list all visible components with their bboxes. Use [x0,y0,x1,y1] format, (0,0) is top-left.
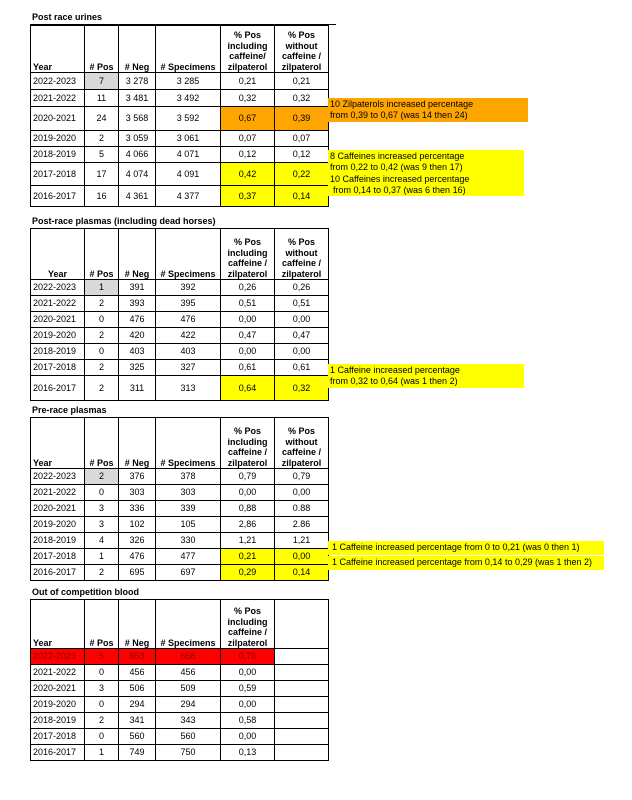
pct-without-cell: 0,21 [275,73,329,90]
pct-including-cell: 1,21 [221,533,275,549]
caffeine-note-pre-2016 [328,556,604,570]
pct-including-cell: 0,58 [221,713,275,729]
pct-including-cell: 0,42 [221,163,275,186]
pct-without-cell: 0,00 [275,549,329,565]
neg-cell: 560 [119,729,156,745]
table-row [31,469,329,485]
header-neg: # Neg [119,418,156,469]
note-line: 8 Caffeines increased percentage [330,151,465,161]
pct-without-cell: 2.86 [275,517,329,533]
table-row [31,649,329,665]
pct-including-cell: 0,37 [221,186,275,207]
specimens-cell: 105 [156,517,221,533]
caffeine-note-2016 [328,174,524,196]
pct-without-cell: 0,39 [275,107,329,131]
pct-including-cell: 0,26 [221,280,275,296]
pos-cell: 0 [85,729,119,745]
note-line: from 0,14 to 0,37 (was 6 then 16) [333,185,466,195]
note-line: 1 Caffeine increased percentage from 0,14 to 0,29 (was 1 then 2) [332,557,592,567]
pos-cell: 0 [85,312,119,328]
table-row [31,665,329,681]
pos-cell: 3 [85,501,119,517]
year-cell: 2022-2023 [31,280,85,296]
zilpaterol-note [328,98,528,122]
table-row [31,163,329,186]
pct-without-cell: 0,00 [275,312,329,328]
post-race-plasmas-table [30,228,329,401]
pct-including-cell: 0,00 [221,312,275,328]
pct-including-cell: 0,47 [221,328,275,344]
specimens-cell: 3 061 [156,131,221,147]
table-row [31,376,329,401]
pct-including-cell: 0,21 [221,73,275,90]
specimens-cell: 658 [156,649,221,665]
post-race-urines-table [30,25,329,207]
table-row [31,745,329,761]
neg-cell: 3 481 [119,90,156,107]
pct-without-cell: 0,47 [275,328,329,344]
table-row [31,360,329,376]
pos-cell: 0 [85,485,119,501]
specimens-cell: 3 592 [156,107,221,131]
year-cell: 2019-2020 [31,328,85,344]
header-pos: # Pos [85,600,119,649]
empty-cell [275,649,329,665]
pos-cell: 2 [85,565,119,581]
table-row [31,729,329,745]
pos-cell: 2 [85,328,119,344]
table-row [31,328,329,344]
table-row [31,533,329,549]
pos-cell: 1 [85,745,119,761]
neg-cell: 326 [119,533,156,549]
pct-including-cell: 0,00 [221,729,275,745]
pct-including-cell: 0,00 [221,344,275,360]
specimens-cell: 697 [156,565,221,581]
pre-race-plasmas-table [30,417,329,581]
table-row [31,312,329,328]
header-year: Year [31,418,85,469]
specimens-cell: 3 285 [156,73,221,90]
empty-cell [275,665,329,681]
pct-including-cell: 0,29 [221,565,275,581]
table-row [31,296,329,312]
neg-cell: 403 [119,344,156,360]
table-row [31,73,329,90]
neg-cell: 3 568 [119,107,156,131]
neg-cell: 476 [119,312,156,328]
caffeine-note-pre-2017 [328,541,604,555]
pct-including-cell: 0,76 [221,649,275,665]
pct-including-cell: 0,51 [221,296,275,312]
neg-cell: 325 [119,360,156,376]
pct-including-cell: 0,79 [221,469,275,485]
pct-without-cell: 0.88 [275,501,329,517]
year-cell: 2021-2022 [31,90,85,107]
specimens-cell: 343 [156,713,221,729]
specimens-cell: 3 492 [156,90,221,107]
pos-cell: 5 [85,649,119,665]
pos-cell: 0 [85,344,119,360]
pct-including-cell: 0,13 [221,745,275,761]
header-neg: # Neg [119,26,156,73]
header-specimens: # Specimens [156,26,221,73]
year-cell: 2020-2021 [31,501,85,517]
empty-cell [275,600,329,649]
specimens-cell: 392 [156,280,221,296]
note-line: 1 Caffeine increased percentage from 0 to 0,21 (was 0 then 1) [332,542,580,552]
neg-cell: 506 [119,681,156,697]
pct-without-cell: 0,22 [275,163,329,186]
neg-cell: 4 361 [119,186,156,207]
specimens-cell: 330 [156,533,221,549]
specimens-cell: 303 [156,485,221,501]
header-neg: # Neg [119,600,156,649]
pos-cell: 1 [85,280,119,296]
pct-without-cell: 0,32 [275,90,329,107]
neg-cell: 476 [119,549,156,565]
specimens-cell: 509 [156,681,221,697]
pct-including-cell: 0,00 [221,697,275,713]
pos-cell: 2 [85,296,119,312]
pct-without-cell: 0,07 [275,131,329,147]
year-cell: 2017-2018 [31,360,85,376]
header-neg: # Neg [119,229,156,280]
pct-including-cell: 0,61 [221,360,275,376]
specimens-cell: 422 [156,328,221,344]
neg-cell: 3 059 [119,131,156,147]
pct-including-cell: 0,12 [221,147,275,163]
pct-including-cell: 0,64 [221,376,275,401]
year-cell: 2021-2022 [31,485,85,501]
specimens-cell: 4 377 [156,186,221,207]
pos-cell: 4 [85,533,119,549]
neg-cell: 456 [119,665,156,681]
pct-including-cell: 0,21 [221,549,275,565]
specimens-cell: 560 [156,729,221,745]
header-year: Year [31,26,85,73]
header-specimens: # Specimens [156,600,221,649]
pos-cell: 3 [85,517,119,533]
specimens-cell: 476 [156,312,221,328]
pos-cell: 3 [85,681,119,697]
specimens-cell: 403 [156,344,221,360]
out-of-competition-blood-table [30,599,329,761]
pos-cell: 2 [85,469,119,485]
post-race-urines-title: Post race urines [32,12,103,22]
empty-cell [275,729,329,745]
pre-race-plasmas-title: Pre-race plasmas [32,405,107,415]
pct-without-cell: 0,00 [275,344,329,360]
header-pos: # Pos [85,229,119,280]
neg-cell: 336 [119,501,156,517]
pct-without-cell: 0,14 [275,565,329,581]
year-cell: 2019-2020 [31,517,85,533]
table-row [31,90,329,107]
pos-cell: 7 [85,73,119,90]
pct-including-cell: 0,00 [221,665,275,681]
header-pct-without: % Pos without caffeine / zilpaterol [275,418,329,469]
neg-cell: 695 [119,565,156,581]
header-pct-without: % Pos without caffeine / zilpaterol [275,229,329,280]
neg-cell: 311 [119,376,156,401]
header-year: Year [31,229,85,280]
table-row [31,501,329,517]
year-cell: 2017-2018 [31,729,85,745]
table-row [31,485,329,501]
table-row [31,517,329,533]
caffeine-note-2017 [328,150,524,174]
empty-cell [275,745,329,761]
pct-without-cell: 0,26 [275,280,329,296]
header-pct-without: % Pos without caffeine / zilpaterol [275,26,329,73]
table-row [31,131,329,147]
note-line: 10 Zilpaterols increased percentage [330,99,474,109]
table-row [31,565,329,581]
note-line: 10 Caffeines increased percentage [330,174,470,184]
pct-without-cell: 0,79 [275,469,329,485]
neg-cell: 4 074 [119,163,156,186]
pct-without-cell: 0,00 [275,485,329,501]
header-pct-including: % Pos including caffeine / zilpaterol [221,600,275,649]
year-cell: 2021-2022 [31,665,85,681]
specimens-cell: 4 071 [156,147,221,163]
year-cell: 2020-2021 [31,107,85,131]
year-cell: 2016-2017 [31,186,85,207]
pos-cell: 0 [85,697,119,713]
pos-cell: 16 [85,186,119,207]
specimens-cell: 4 091 [156,163,221,186]
pos-cell: 5 [85,147,119,163]
neg-cell: 749 [119,745,156,761]
year-cell: 2016-2017 [31,745,85,761]
year-cell: 2020-2021 [31,681,85,697]
empty-cell [275,681,329,697]
pos-cell: 2 [85,376,119,401]
pct-without-cell: 0,14 [275,186,329,207]
pos-cell: 17 [85,163,119,186]
neg-cell: 294 [119,697,156,713]
header-pct-including: % Pos including caffeine / zilpaterol [221,229,275,280]
pct-without-cell: 0,51 [275,296,329,312]
neg-cell: 391 [119,280,156,296]
specimens-cell: 750 [156,745,221,761]
note-line: from 0,32 to 0,64 (was 1 then 2) [330,376,458,386]
pct-without-cell: 0,32 [275,376,329,401]
specimens-cell: 477 [156,549,221,565]
pct-without-cell: 0,12 [275,147,329,163]
header-year: Year [31,600,85,649]
year-cell: 2019-2020 [31,131,85,147]
header-pos: # Pos [85,26,119,73]
post-race-plasmas-title: Post-race plasmas (including dead horses) [32,216,216,226]
pct-including-cell: 0,88 [221,501,275,517]
year-cell: 2018-2019 [31,344,85,360]
note-line: from 0,22 to 0,42 (was 9 then 17) [330,162,463,172]
header-pos: # Pos [85,418,119,469]
neg-cell: 102 [119,517,156,533]
out-of-competition-blood-title: Out of competition blood [32,587,139,597]
pct-without-cell: 1,21 [275,533,329,549]
table-row [31,549,329,565]
year-cell: 2017-2018 [31,163,85,186]
header-specimens: # Specimens [156,418,221,469]
pct-including-cell: 0,67 [221,107,275,131]
neg-cell: 653 [119,649,156,665]
year-cell: 2016-2017 [31,376,85,401]
specimens-cell: 395 [156,296,221,312]
note-line: from 0,39 to 0,67 (was 14 then 24) [330,110,468,120]
year-cell: 2017-2018 [31,549,85,565]
pct-including-cell: 2,86 [221,517,275,533]
pos-cell: 1 [85,549,119,565]
pct-including-cell: 0,59 [221,681,275,697]
pct-including-cell: 0,07 [221,131,275,147]
specimens-cell: 294 [156,697,221,713]
pos-cell: 0 [85,665,119,681]
year-cell: 2018-2019 [31,713,85,729]
table-row [31,280,329,296]
pct-without-cell: 0,61 [275,360,329,376]
year-cell: 2018-2019 [31,533,85,549]
specimens-cell: 313 [156,376,221,401]
year-cell: 2020-2021 [31,312,85,328]
empty-cell [275,713,329,729]
caffeine-note-plasma [328,364,524,388]
neg-cell: 341 [119,713,156,729]
table-row [31,697,329,713]
year-cell: 2022-2023 [31,469,85,485]
neg-cell: 393 [119,296,156,312]
specimens-cell: 378 [156,469,221,485]
header-pct-including: % Pos including caffeine / zilpaterol [221,418,275,469]
table-row [31,344,329,360]
table-row [31,107,329,131]
neg-cell: 420 [119,328,156,344]
pos-cell: 2 [85,131,119,147]
header-pct-including: % Pos including caffeine/ zilpaterol [221,26,275,73]
table-row [31,147,329,163]
year-cell: 2022-2023 [31,73,85,90]
table-row [31,186,329,207]
pct-including-cell: 0,32 [221,90,275,107]
neg-cell: 303 [119,485,156,501]
year-cell: 2016-2017 [31,565,85,581]
pct-including-cell: 0,00 [221,485,275,501]
empty-cell [275,697,329,713]
table-row [31,681,329,697]
neg-cell: 3 278 [119,73,156,90]
year-cell: 2019-2020 [31,697,85,713]
neg-cell: 4 066 [119,147,156,163]
year-cell: 2018-2019 [31,147,85,163]
pos-cell: 2 [85,713,119,729]
note-line: 1 Caffeine increased percentage [330,365,460,375]
header-specimens: # Specimens [156,229,221,280]
specimens-cell: 327 [156,360,221,376]
pos-cell: 24 [85,107,119,131]
table-row [31,713,329,729]
year-cell: 2021-2022 [31,296,85,312]
neg-cell: 376 [119,469,156,485]
pos-cell: 11 [85,90,119,107]
specimens-cell: 456 [156,665,221,681]
specimens-cell: 339 [156,501,221,517]
pos-cell: 2 [85,360,119,376]
year-cell: 2022-2023 [31,649,85,665]
